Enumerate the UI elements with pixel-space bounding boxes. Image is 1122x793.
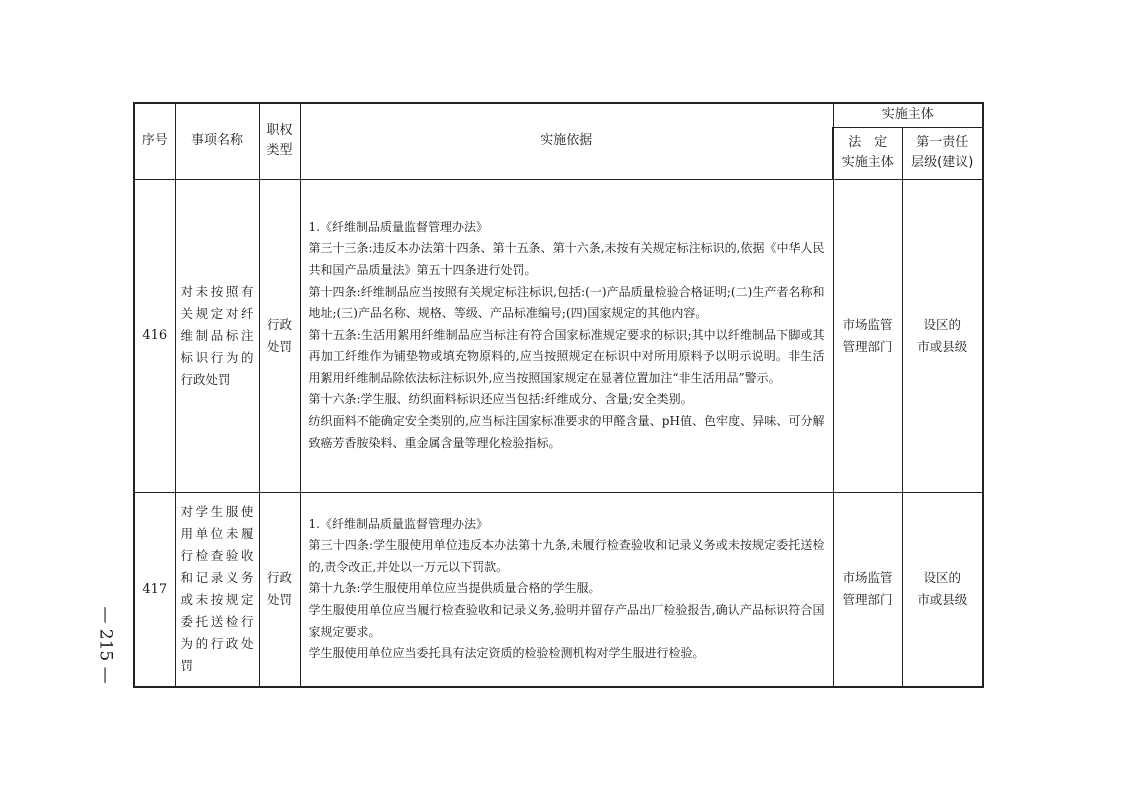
row-first-level-line2: 市或县级 [917, 592, 968, 608]
header-legal-subject-line2: 实施主体 [841, 155, 894, 170]
basis-paragraph: 1.《纤维制品质量监督管理办法》 [308, 516, 488, 531]
row-power-type-line2: 处罚 [266, 338, 292, 354]
row-legal-subject-line2: 管理部门 [842, 338, 893, 354]
header-item-name: 事项名称 [175, 103, 259, 179]
row-legal-subject [833, 179, 902, 492]
header-power-type [259, 103, 300, 179]
row-power-type-line1: 行政 [266, 316, 292, 332]
basis-paragraph: 第十六条:学生服、纺织面料标识还应当包括:纤维成分、含量;安全类别。 [308, 392, 693, 407]
table-row [134, 179, 983, 492]
row-legal-subject-line1: 市场监管 [842, 316, 893, 332]
page-number-text: — 215 — [96, 606, 117, 684]
header-subject-group: 实施主体 [833, 103, 983, 127]
page-number [95, 590, 117, 700]
header-first-level [902, 127, 983, 179]
basis-paragraph: 第十九条:学生服使用单位应当提供质量合格的学生服。 [308, 581, 601, 596]
row-first-level [902, 179, 983, 492]
row-power-type [259, 179, 300, 492]
row-basis [300, 492, 833, 687]
row-legal-subject-line2: 管理部门 [842, 592, 893, 608]
header-legal-subject-line1: 法 定 [848, 135, 888, 150]
header-power-type-line1: 职权 [266, 123, 293, 139]
row-power-type-line1: 行政 [266, 570, 292, 586]
row-basis [300, 179, 833, 492]
row-first-level [902, 492, 983, 687]
header-first-level-line1: 第一责任 [916, 135, 969, 150]
row-legal-subject [833, 492, 902, 687]
row-power-type [259, 492, 300, 687]
row-seq: 416 [134, 179, 175, 492]
row-legal-subject-line1: 市场监管 [842, 570, 893, 586]
row-seq: 417 [134, 492, 175, 687]
basis-paragraph: 第十五条:生活用絮用纤维制品应当标注有符合国家标准规定要求的标识;其中以纤维制品下脚或其再加工纤维作为铺垫物或填充物原料的,应当按照规定在标识中对所用原料予以明示说明。非生活用絮用纤维制品除依法标注标识外,应当按照国家规定在显著位置加注“非生活用品”警示。 [308, 327, 825, 385]
basis-paragraph: 纺织面料不能确定安全类别的,应当标注国家标准要求的甲醛含量、pH值、色牢度、异味、可分解致癌芳香胺染料、重金属含量等理化检验指标。 [308, 414, 825, 450]
row-first-level-line1: 设区的 [923, 570, 962, 586]
table-row [134, 492, 983, 687]
header-power-type-line2: 类型 [266, 143, 293, 159]
basis-paragraph: 学生服使用单位应当履行检查验收和记录义务,验明并留存产品出厂检验报告,确认产品标识符合国家规定要求。 [308, 603, 825, 639]
enforcement-items-table [133, 102, 984, 688]
basis-paragraph: 1.《纤维制品质量监督管理办法》 [308, 219, 488, 234]
header-basis: 实施依据 [300, 103, 833, 179]
header-first-level-line2: 层级(建议) [911, 155, 974, 170]
header-seq: 序号 [134, 103, 175, 179]
basis-paragraph: 第十四条:纤维制品应当按照有关规定标注标识,包括:(一)产品质量检验合格证明;(二)生产者名称和地址;(三)产品名称、规格、等级、产品标准编号;(四)国家规定的其他内容。 [308, 284, 825, 321]
row-first-level-line1: 设区的 [923, 316, 962, 332]
row-power-type-line2: 处罚 [266, 592, 292, 608]
basis-paragraph: 学生服使用单位应当委托具有法定资质的检验检测机构对学生服进行检验。 [308, 646, 705, 661]
header-legal-subject [833, 127, 902, 179]
row-item-name: 对学生服使用单位未履行检查验收和记录义务或未按规定委托送检行为的行政处罚 [175, 492, 259, 687]
row-first-level-line2: 市或县级 [917, 338, 968, 354]
row-item-name: 对未按照有关规定对纤维制品标注标识行为的行政处罚 [175, 179, 259, 492]
basis-paragraph: 第三十四条:学生服使用单位违反本办法第十九条,未履行检查验收和记录义务或未按规定委托送检的,责令改正,并处以一万元以下罚款。 [308, 538, 825, 574]
basis-paragraph: 第三十三条:违反本办法第十四条、第十五条、第十六条,未按有关规定标注标识的,依据《中华人民共和国产品质量法》第五十四条进行处罚。 [308, 241, 825, 277]
